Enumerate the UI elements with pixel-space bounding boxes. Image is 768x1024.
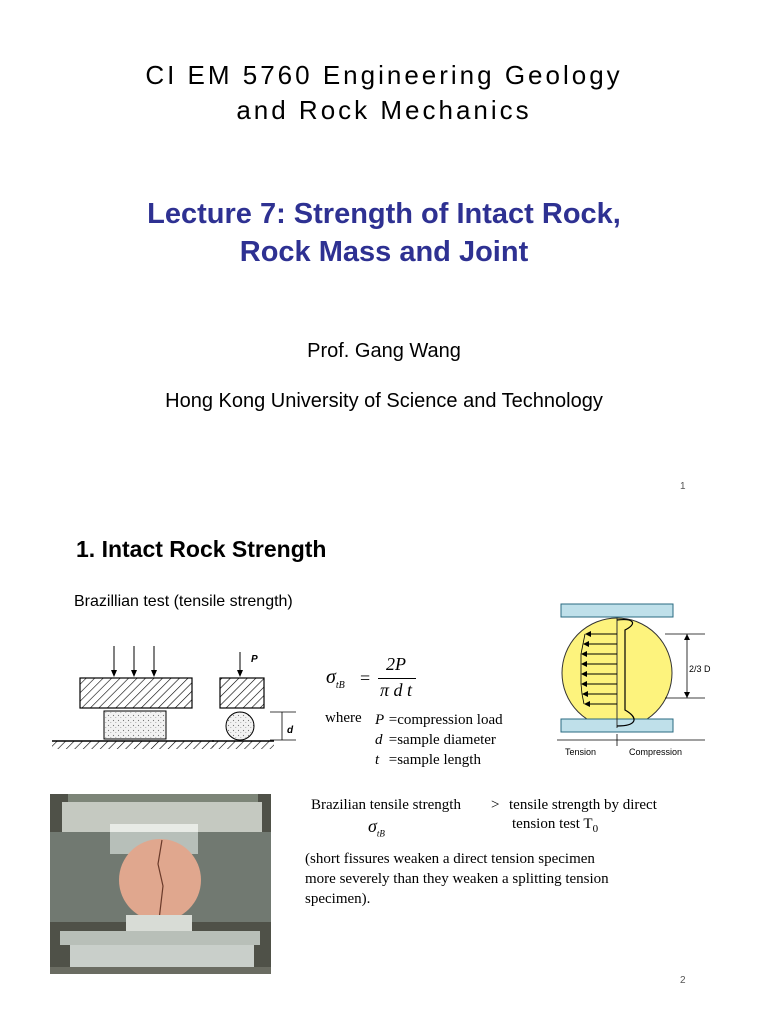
formula-lhs	[326, 666, 345, 691]
course-title-line-2: and Rock Mechanics	[236, 95, 532, 125]
end-view-diagram	[212, 652, 296, 749]
where-label: where	[325, 710, 362, 726]
definitions-list	[375, 710, 503, 770]
brazilian-test-schematic	[52, 644, 302, 756]
formula-denominator: π d t	[379, 680, 413, 700]
diameter-label: d	[287, 725, 294, 736]
fraction-bar	[378, 678, 416, 679]
definition-row: t =sample length	[375, 752, 481, 768]
sigma-symbol: σ	[326, 666, 336, 688]
stress-distribution-diagram	[555, 600, 720, 762]
definition-row: d =sample diameter	[375, 732, 496, 748]
comparison-operator: >	[491, 797, 500, 813]
formula-numerator: 2P	[386, 654, 406, 674]
affiliation: Hong Kong University of Science and Technology	[165, 390, 603, 412]
section-title: 1. Intact Rock Strength	[76, 536, 327, 562]
definition-row: P =compression load	[375, 712, 503, 728]
lecture-title-line-2: Rock Mass and Joint	[239, 236, 529, 268]
comparison-right-line-1: tensile strength by direct	[509, 797, 657, 813]
comparison-left: Brazilian tensile strength	[311, 797, 461, 813]
test-subtitle: Brazillian test (tensile strength)	[74, 593, 293, 610]
side-view-diagram	[52, 646, 214, 749]
page-number-1: 1	[680, 481, 686, 492]
author-name: Prof. Gang Wang	[307, 340, 461, 362]
comparison-right-line-2: tension test $T_0$	[512, 816, 599, 835]
sigma-subscript: tB	[335, 680, 345, 691]
compression-label: Compression	[629, 747, 683, 757]
tension-label: Tension	[565, 747, 597, 757]
formula-equals: =	[360, 668, 371, 688]
dimension-label: 2/3 D	[689, 664, 711, 674]
fissure-note: (short fissures weaken a direct tension specimen more severely than they weaken a splitting tension specimen).	[305, 851, 609, 907]
comparison-symbol: $\sigma_{tB}$	[368, 816, 385, 839]
page-number-2: 2	[680, 975, 686, 986]
course-title-line-1: CI EM 5760 Engineering Geology	[145, 60, 623, 90]
lecture-title-line-1: Lecture 7: Strength of Intact Rock,	[147, 198, 621, 230]
load-label: P	[251, 654, 258, 665]
brazilian-test-photo	[50, 794, 271, 974]
